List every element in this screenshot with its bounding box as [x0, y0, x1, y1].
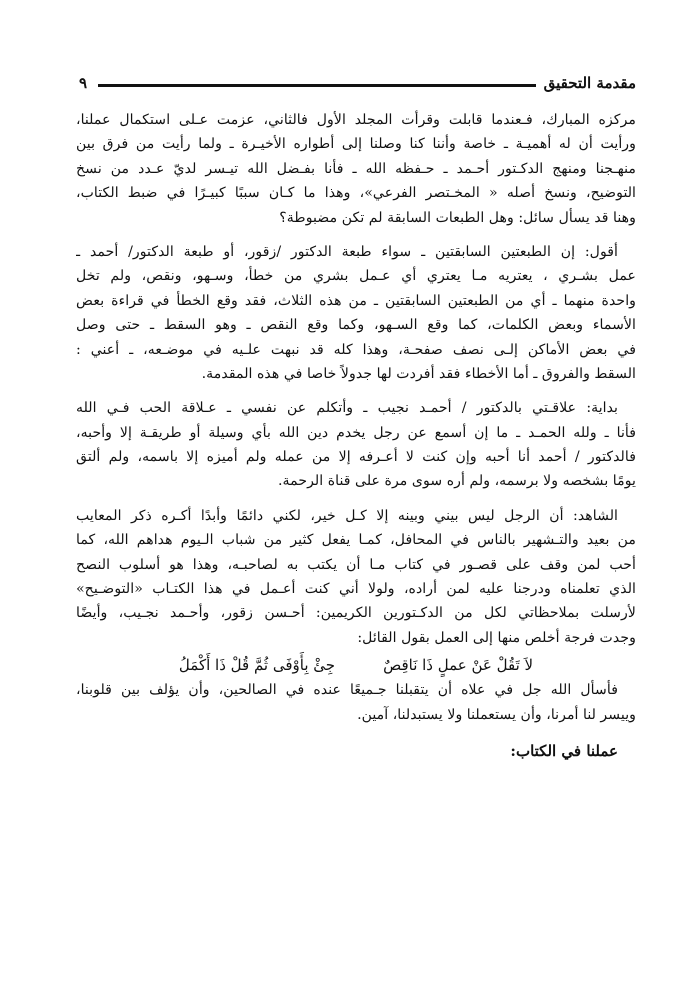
text-line: فأسأل الله جل في علاه أن يتقبلنا جـميعًا عنده في الصالحين، وأن يؤلف بين قلوبنا،	[76, 682, 618, 699]
verse-hemistich-1: لاَ تَقُلْ عَنْ عملٍ ذَا نَاقِصٌ	[383, 656, 534, 675]
text-line: وجدت فرجة أخلص منها إلى العمل بقول القائل:	[357, 629, 636, 646]
text-line: لأرسلت بملاحظاتي لكل من الدكـتورين الكريمين: أحـسن زقور، وأحـمد نجـيب، وأيضًا	[76, 605, 636, 622]
running-header	[76, 70, 636, 96]
verse-hemistich-2: جِئْ بِأَوْفَى ثُمَّ قُلْ ذَا أَكْمَلُ	[178, 656, 336, 675]
text-line: أقول: إن الطبعتين السابقتين ـ سواء طبعة الدكتور /زقور، أو طبعة الدكتور/ أحمد ـ	[76, 243, 618, 260]
text-line: وييسر لنا أمرنا، وأن يستعملنا ولا يستبدلنا، آمين.	[357, 706, 636, 723]
chapter-title: مقدمة التحقيق	[543, 74, 636, 92]
paragraph	[76, 396, 636, 494]
text-line: واحدة منهما ـ أي من الطبعتين السابقتين ـ من هذه الثلاث، فقد وقع الخطأ في قراءة بعض	[76, 292, 636, 309]
header-rule	[98, 84, 536, 87]
section-heading: عملنا في الكتاب:	[510, 741, 618, 760]
text-line: منهـجنا ومنهج الدكـتور أحـمد ـ حـفظه الله ـ فأنا بفـضل الله تيـسر لديّ عـدد من نسخ	[76, 160, 636, 177]
page-number: ٩	[78, 74, 88, 92]
text-line: بداية: علاقـتي بالدكتور / أحمـد نجيب ـ وأتكلم عن نفسي ـ عـلاقة الحب فـي الله	[76, 400, 618, 417]
text-line: يومًا بشخصه ولا برسمه، ولم أره سوى مرة على قناة الرحمة.	[278, 473, 636, 490]
text-line: عمل بشـري ، يعتريه مـا يعتري أي عـمل بشري من خطأ، وسـهو، ونقص، ولم تخل	[76, 268, 636, 285]
text-line: مركزه المبارك، فـعندما قابلت وقرأت المجلد الأول فالثاني، عزمت عـلى استكمال عملنا،	[76, 112, 636, 128]
closing-paragraph	[76, 678, 636, 727]
text-line: التوضيح، ونسخ أصله « المخـتصر الفرعي»، وهذا ما كـان سببًا كبيـرًا في ضبط الكتاب،	[76, 185, 636, 202]
paragraph	[76, 240, 636, 386]
text-line: فأنا ـ ولله الحمـد ـ ما إن أسمع عن رجل يخدم دين الله بأي وسيلة أو طريقـة إلا وأحبه،	[76, 424, 636, 441]
poetry-verse	[76, 652, 636, 678]
text-line: فالدكتور / أحمد أنا أحبه وإن كنت لا أعـرفه إلا من عمله ولم أميزه إلا باسمه، ولم ألتق	[76, 449, 636, 466]
text-line: الذي تعلمناه ودرجنا عليه لمن أراده، ولولا أني كنت أعـمل في هذا الكتـاب «التوضـيح»	[76, 581, 636, 598]
text-line: من بعيد والتـشهير بالناس في المحافل، كمـا يفعل كثير من شباب الـيوم هداهم الله، كما	[76, 532, 636, 549]
text-line: ورأيت أن له أهميـة ـ خاصة وأننا كنا وصلنا إلى أطواره الأخيـرة ـ ولما رأيت من فرق بين	[76, 136, 636, 153]
text-line: وهنا قد يسأل سائل: وهل الطبعات السابقة لم تكن مضبوطة؟	[279, 209, 636, 226]
text-line: الأسماء وبعض الكلمات، كما وقع السـهو، وكما وقع النقص ـ وهو السقط ـ حتى وصل	[76, 317, 636, 334]
text-line: أحب لمن وقف على قصـور في كتاب مـا أن يكتب به لصاحبـه، وهذا هو أسلوب النصح	[76, 556, 636, 573]
text-line: الشاهد: أن الرجل ليس بيني وبينه إلا كـل خير، لكني دائمًا وأبدًا أكـره ذكر المعايب	[76, 507, 618, 524]
paragraph	[76, 108, 636, 230]
text-line: السقط والفروق ـ أما الأخطاء فقد أفردت لها جدولاً خاصا في هذه المقدمة.	[201, 365, 636, 382]
text-line: في بعض الأماكن إلـى نصف صفحـة، وهذا كله قد نبهت علـيه في موضـعه، ـ أعني :	[76, 341, 636, 358]
book-page	[76, 70, 636, 763]
paragraph	[76, 504, 636, 650]
